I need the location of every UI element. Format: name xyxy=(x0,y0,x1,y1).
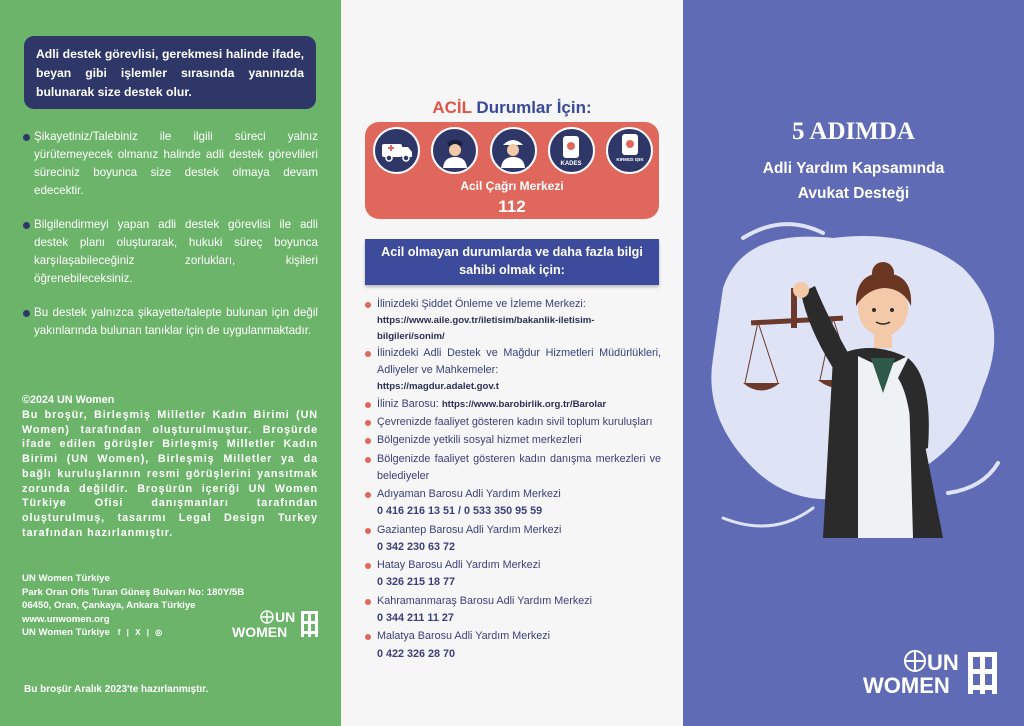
logo-women-text: WOMEN xyxy=(863,673,950,696)
middle-panel xyxy=(341,0,683,726)
police-officer-icon xyxy=(431,127,478,174)
list-item xyxy=(365,296,661,344)
logo-women-text: WOMEN xyxy=(232,624,288,639)
phone-number[interactable]: 0 326 215 18 77 xyxy=(377,576,456,589)
emergency-box xyxy=(365,122,659,219)
contact-list xyxy=(365,296,661,664)
left-panel xyxy=(0,0,341,726)
ambulance-icon xyxy=(373,127,420,174)
un-emblem-icon xyxy=(905,651,925,671)
intro-box: Adli destek görevlisi, gerekmesi halinde ifade, beyan gibi işlemler sırasında yanınızda bulunarak size destek olur. xyxy=(24,36,316,109)
cover-title: 5 ADIMDA xyxy=(792,118,915,145)
list-item-text: Malatya Barosu Adli Yardım Merkezi xyxy=(377,630,551,643)
sonim-link[interactable]: https://www.aile.gov.tr/iletisim/bakanlik-iletisim-bilgileri/sonim/ xyxy=(377,315,595,342)
list-item-text: İlinizdeki Şiddet Önleme ve İzleme Merkezi: xyxy=(377,298,586,310)
phone-number[interactable]: 0 422 326 28 70 xyxy=(377,647,456,660)
list-item: Bölgenizde faaliyet gösteren kadın danışma merkezleri ve belediyeler xyxy=(365,451,661,486)
emergency-heading-rest: Durumlar İçin: xyxy=(471,98,592,117)
list-item xyxy=(365,628,661,663)
list-item-text: İliniz Barosu: xyxy=(377,397,442,410)
list-item xyxy=(365,593,661,628)
magdur-link[interactable]: https://magdur.adalet.gov.t xyxy=(377,381,499,393)
un-emblem-icon xyxy=(261,611,273,623)
logo-un-text: UN xyxy=(275,609,296,625)
list-item-text: Adıyaman Barosu Adli Yardım Merkezi xyxy=(377,488,561,501)
call-center-label: Acil Çağrı Merkezi xyxy=(460,179,564,193)
kades-label: KADES xyxy=(560,160,582,167)
right-panel xyxy=(683,0,1024,726)
list-item-text: İlinizdeki Adli Destek ve Mağdur Hizmetleri Müdürlükleri, Adliyeler ve Mahkemeler: xyxy=(377,346,661,377)
cover-subtitle xyxy=(683,157,1024,207)
website-link[interactable]: www.unwomen.org xyxy=(22,613,110,625)
list-item xyxy=(365,345,661,395)
list-item xyxy=(365,557,661,592)
kades-app-icon xyxy=(548,127,595,174)
un-women-logo xyxy=(863,648,1003,696)
decorative-swirl xyxy=(948,463,998,493)
phone-number[interactable]: 0 416 216 13 51 / 0 533 350 95 59 xyxy=(377,505,543,518)
bullet-list xyxy=(22,128,318,356)
cover-subtitle-line: Avukat Desteği xyxy=(797,184,910,202)
emergency-heading xyxy=(341,98,683,118)
social-handle: UN Women Türkiye xyxy=(22,627,110,639)
list-item xyxy=(365,396,661,413)
list-item-text: Hatay Barosu Adli Yardım Merkezi xyxy=(377,559,541,572)
list-item xyxy=(365,486,661,521)
list-item: Çevrenizde faaliyet gösteren kadın sivil toplum kuruluşları xyxy=(365,414,661,431)
un-women-logo xyxy=(232,609,322,639)
social-icons[interactable]: f | X | ◎ xyxy=(117,628,165,638)
emergency-icons xyxy=(373,127,653,174)
decorative-swirl xyxy=(723,508,813,526)
copyright-text: Bu broşür, Birleşmiş Milletler Kadın Birimi (UN Women) tarafından oluşturulmuştur. Broşürde ifade edilen görüşler Birleşmiş Milletler Kadın Birimi (UN Women), Birleşmiş Milletler ya da bağlı kuruluşlarının resmi görüşlerini yansıtmak zorunda değildir. Broşürün içeriği UN Women Türkiye Ofisi danışmanları tarafından oluşturulmuş, tasarımı Legal Design Turkey tarafından hazırlanmıştır. xyxy=(22,408,318,540)
un-women-symbol-icon xyxy=(301,611,318,637)
copyright-title: ©2024 UN Women xyxy=(22,394,115,406)
non-emergency-heading: Acil olmayan durumlarda ve daha fazla bilgi sahibi olmak için: xyxy=(365,239,659,285)
list-item-text: Gaziantep Barosu Adli Yardım Merkezi xyxy=(377,523,562,536)
decorative-swirl xyxy=(743,224,823,238)
kirmizi-isik-label: KIRMIZI IŞIK xyxy=(615,156,644,162)
copyright-block xyxy=(22,393,318,541)
list-item-text: Kahramanmaraş Barosu Adli Yardım Merkezi xyxy=(377,594,593,607)
barolar-link[interactable]: https://www.barobirlik.org.tr/Barolar xyxy=(441,398,607,410)
emergency-number[interactable]: 112 xyxy=(498,197,526,216)
bullet-item: Bu destek yalnızca şikayette/talepte bulunan için değil yakınlarında bulunan tanıklar için de uygulanmaktadır. xyxy=(22,304,318,340)
footer-note: Bu broşür Aralık 2023'te hazırlanmıştır. xyxy=(24,684,209,695)
emergency-heading-red: ACİL xyxy=(432,98,472,117)
bullet-item: Bilgilendirmeyi yapan adli destek görevlisi ile adli destek planı oluşturarak, hukuki süreç boyunca karşılaşabileceğiniz zorlukları, kişileri öğrenebileceksiniz. xyxy=(22,216,318,288)
phone-number[interactable]: 0 344 211 11 27 xyxy=(377,612,454,625)
cover-subtitle-line: Adli Yardım Kapsamında xyxy=(762,160,945,177)
lawyer-illustration xyxy=(683,218,1024,538)
list-item xyxy=(365,522,661,557)
logo-un-text: UN xyxy=(927,650,959,675)
gendarmerie-icon xyxy=(490,127,537,174)
un-women-symbol-icon xyxy=(968,652,997,694)
phone-number[interactable]: 0 342 230 63 72 xyxy=(377,540,456,553)
list-item: Bölgenizde yetkili sosyal hizmet merkezleri xyxy=(365,432,661,449)
address-line: Park Oran Ofis Turan Güneş Bulvarı No: 180Y/5B xyxy=(22,586,245,598)
address-line: UN Women Türkiye xyxy=(22,573,110,584)
address-block xyxy=(22,572,244,640)
address-line: 06450, Oran, Çankaya, Ankara Türkiye xyxy=(22,600,196,612)
kirmizi-isik-icon xyxy=(606,127,653,174)
bullet-item: Şikayetiniz/Talebiniz ile ilgili süreci yalnız yürütemeyecek olmanız halinde adli destek görevlileri süreciniz boyunca size destek olmaya devam edecektir. xyxy=(22,128,318,200)
